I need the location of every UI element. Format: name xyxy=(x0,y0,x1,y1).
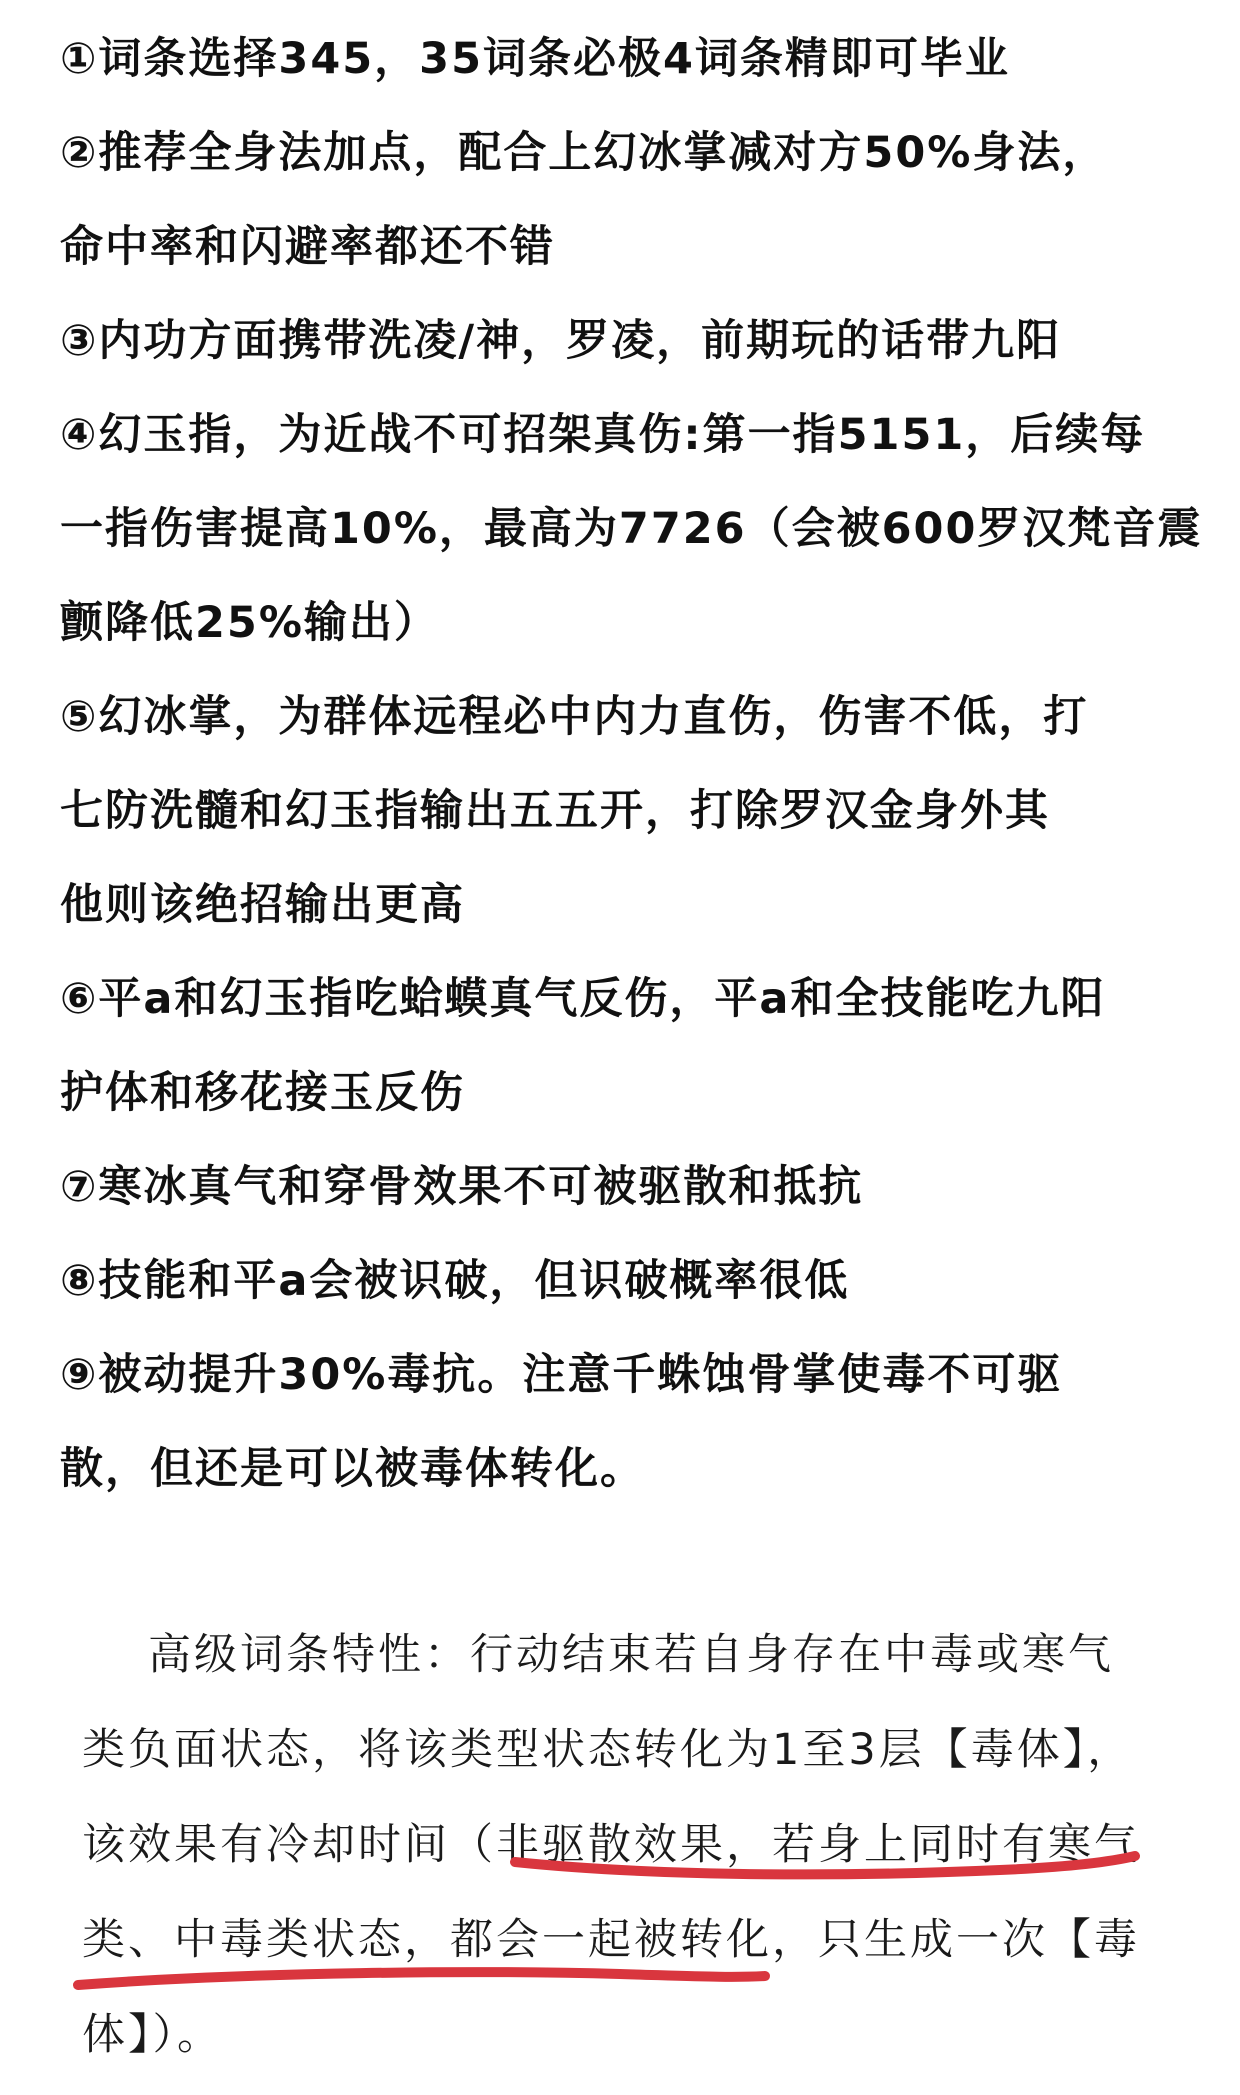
list-item-7-line-1: ⑦寒冰真气和穿骨效果不可被驱散和抵抗 xyxy=(60,1162,864,1212)
list-item-4-line-3: 颤降低25%输出） xyxy=(60,598,439,648)
list-item-2-line-1: ②推荐全身法加点，配合上幻冰掌减对方50%身法， xyxy=(60,128,1108,178)
list-item-9-line-1: ⑨被动提升30%毒抗。注意千蛛蚀骨掌使毒不可驱 xyxy=(60,1350,1063,1400)
list-item-9 xyxy=(60,1328,1190,1516)
advanced-line-3: 该效果有冷却时间（非驱散效果，若身上同时有寒气 xyxy=(82,1820,1140,1870)
list-item-4-line-2: 一指伤害提高10%，最高为7726（会被600罗汉梵音震 xyxy=(60,504,1203,554)
advanced-line-2: 类负面状态，将该类型状态转化为1至3层【毒体】， xyxy=(82,1725,1134,1775)
list-item-9-line-2: 散，但还是可以被毒体转化。 xyxy=(60,1444,645,1494)
list-item-1-line-1: ①词条选择345，35词条必极4词条精即可毕业 xyxy=(60,34,1010,84)
list-item-3 xyxy=(60,294,1190,388)
list-item-5-line-2: 七防洗髓和幻玉指输出五五开，打除罗汉金身外其 xyxy=(60,786,1050,836)
list-item-8-line-1: ⑧技能和平a会被识破，但识破概率很低 xyxy=(60,1256,850,1306)
advanced-line-4: 类、中毒类状态，都会一起被转化，只生成一次【毒 xyxy=(82,1915,1140,1965)
list-item-5 xyxy=(60,670,1190,952)
list-item-8 xyxy=(60,1234,1190,1328)
list-item-6-line-1: ⑥平a和幻玉指吃蛤蟆真气反伤，平a和全技能吃九阳 xyxy=(60,974,1106,1024)
advanced-attribute-paragraph xyxy=(82,1608,1192,2083)
list-item-4-line-1: ④幻玉指，为近战不可招架真伤:第一指5151，后续每 xyxy=(60,410,1146,460)
list-item-2 xyxy=(60,106,1190,294)
list-item-3-line-1: ③内功方面携带洗凌/神，罗凌，前期玩的话带九阳 xyxy=(60,316,1062,366)
advanced-line-1: 高级词条特性：行动结束若自身存在中毒或寒气 xyxy=(148,1630,1114,1680)
list-item-1 xyxy=(60,12,1190,106)
list-item-5-line-1: ⑤幻冰掌，为群体远程必中内力直伤，伤害不低，打 xyxy=(60,692,1089,742)
list-item-2-line-2: 命中率和闪避率都还不错 xyxy=(60,222,555,272)
list-item-6 xyxy=(60,952,1190,1140)
list-item-5-line-3: 他则该绝招输出更高 xyxy=(60,880,465,930)
list-item-4 xyxy=(60,388,1203,670)
list-item-6-line-2: 护体和移花接玉反伤 xyxy=(60,1068,465,1118)
list-item-7 xyxy=(60,1140,1190,1234)
advanced-line-5: 体】）。 xyxy=(82,2010,223,2060)
